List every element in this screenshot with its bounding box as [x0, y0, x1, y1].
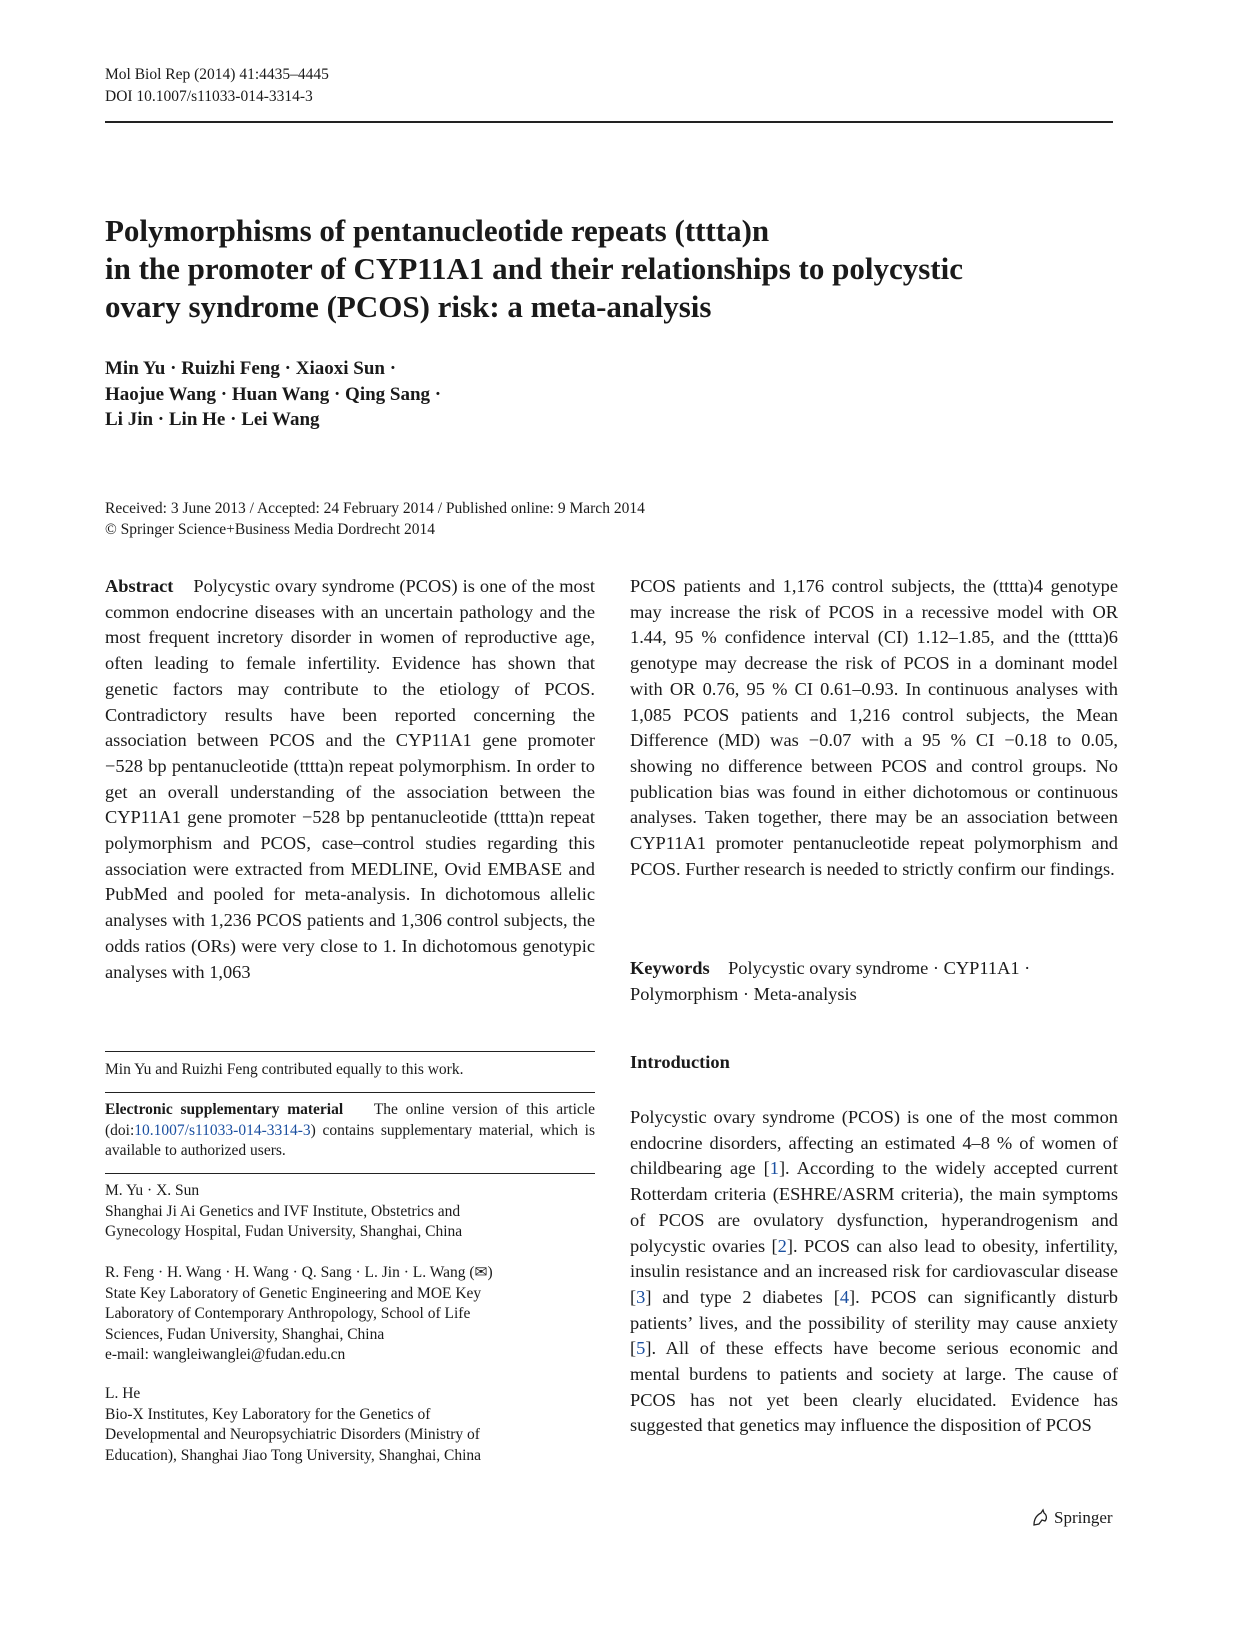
journal-header — [105, 64, 329, 108]
affiliation-line: Shanghai Ji Ai Genetics and IVF Institute, Obstetrics and — [105, 1202, 461, 1220]
authors-line-3: Li Jin · Lin He · Lei Wang — [105, 409, 320, 430]
abstract-text-left: Polycystic ovary syndrome (PCOS) is one of the most common endocrine diseases with an uncertain pathology and the most frequent incretory disorder in women of reproductive age, often leading to female infertility. Evidence has shown that genetic factors may contribute to the etiology of PCOS. Contradictory results have been reported concerning the association between PCOS and the CYP11A1 gene promoter −528 bp pentanucleotide (tttta)n repeat polymorphism. In order to get an overall understanding of the association between the CYP11A1 gene promoter −528 bp pentanucleotide (tttta)n repeat polymorphism and PCOS, case–control studies regarding this association were extracted from MEDLINE, Ovid EMBASE and PubMed and pooled for meta-analysis. In dichotomous allelic analyses with 1,236 PCOS patients and 1,306 control subjects, the odds ratios (ORs) were very close to 1. In dichotomous genotypic analyses with 1,063 — [105, 576, 595, 982]
springer-horse-icon — [1030, 1508, 1050, 1528]
author-list — [105, 356, 441, 433]
esm-doi-link[interactable]: 10.1007/s11033-014-3314-3 — [134, 1121, 311, 1139]
title-line-2: in the promoter of CYP11A1 and their relationships to polycystic — [105, 251, 963, 286]
intro-text: ] and type 2 diabetes [ — [645, 1286, 840, 1307]
title-line-1: Polymorphisms of pentanucleotide repeats (tttta)n — [105, 213, 770, 248]
affiliation-names: R. Feng · H. Wang · H. Wang · Q. Sang · L. Jin · L. Wang (✉) — [105, 1264, 493, 1281]
intro-text: ]. PCOS can also lead to obesity, infertility, insulin resistance and an increased risk for cardiovascular disease [ — [630, 1235, 1118, 1307]
history-dates: Received: 3 June 2013 / Accepted: 24 February 2014 / Published online: 9 March 2014 — [105, 500, 645, 517]
affiliation-line: Laboratory of Contemporary Anthropology, School of Life — [105, 1305, 471, 1322]
intro-text: ]. PCOS can significantly disturb patients’ lives, and the possibility of sterility may cause anxiety [ — [630, 1286, 1118, 1359]
affiliation-line: Sciences, Fudan University, Shanghai, China — [105, 1325, 385, 1343]
affiliation-names: L. He — [105, 1385, 141, 1402]
journal-doi: DOI 10.1007/s11033-014-3314-3 — [105, 88, 313, 105]
esm-text-b: ) contains supplementary material, which is available to authorized users. — [105, 1121, 595, 1159]
corresponding-email: e-mail: wangleiwanglei@fudan.edu.cn — [105, 1346, 346, 1363]
affiliation-line: Gynecology Hospital, Fudan University, Shanghai, China — [105, 1223, 463, 1240]
keywords-text: Polycystic ovary syndrome · CYP11A1 · Polymorphism · Meta-analysis — [630, 958, 1031, 1004]
citation-link[interactable]: 5 — [636, 1338, 646, 1359]
supplementary-note — [105, 1100, 595, 1162]
footnote-rule — [105, 1092, 595, 1093]
esm-text-a: The online version of this article (doi: — [105, 1101, 595, 1139]
affiliation-names: M. Yu · X. Sun — [105, 1182, 200, 1199]
citation-link[interactable]: 4 — [839, 1286, 850, 1307]
citation-link[interactable]: 1 — [769, 1158, 779, 1179]
header-rule — [105, 121, 1113, 123]
affiliation-line: Bio-X Institutes, Key Laboratory for the Genetics of — [105, 1405, 431, 1423]
footnote-rule — [105, 1173, 595, 1174]
intro-text: ]. According to the widely accepted current Rotterdam criteria (ESHRE/ASRM criteria), the main symptoms of PCOS are ovulatory dysfunction, hyperandrogenism and polycystic ovaries [ — [630, 1158, 1118, 1256]
publisher-logo — [1030, 1508, 1113, 1528]
affiliation-line: State Key Laboratory of Genetic Engineering and MOE Key — [105, 1284, 482, 1302]
abstract-text-right: PCOS patients and 1,176 control subjects, the (tttta)4 genotype may increase the risk of PCOS in a recessive model with OR 1.44, 95 % confidence interval (CI) 1.12–1.85, and the (tttta)6 genotype may decrease the risk of PCOS in a dominant model with OR 0.76, 95 % CI 0.61–0.93. In continuous analyses with 1,085 PCOS patients and 1,216 control subjects, the Mean Difference (MD) was −0.07 with a 95 % CI −0.18 to 0.05, showing no difference between PCOS and control groups. No publication bias was found in either dichotomous or continuous analyses. Taken together, there may be an association between CYP11A1 promoter pentanucleotide repeat polymorphism and PCOS. Further research is needed to strictly confirm our findings. — [630, 576, 1118, 879]
citation-link[interactable]: 2 — [777, 1235, 787, 1256]
journal-citation: Mol Biol Rep (2014) 41:4435–4445 — [105, 66, 329, 83]
copyright-line: © Springer Science+Business Media Dordrecht 2014 — [105, 521, 436, 538]
contribution-note: Min Yu and Ruizhi Feng contributed equally to this work. — [105, 1061, 464, 1078]
article-title — [105, 212, 1115, 326]
introduction-heading: Introduction — [630, 1052, 730, 1072]
abstract-right-column — [630, 574, 1118, 882]
article-history — [105, 498, 645, 540]
authors-line-1: Min Yu · Ruizhi Feng · Xiaoxi Sun · — [105, 358, 397, 379]
keywords-block — [630, 956, 1118, 1007]
introduction-text — [630, 1105, 1118, 1439]
citation-link[interactable]: 3 — [636, 1286, 646, 1307]
intro-text: Polycystic ovary syndrome (PCOS) is one of the most common endocrine disorders, affecting an estimated 4–8 % of women of childbearing age [ — [630, 1107, 1118, 1179]
title-line-3: ovary syndrome (PCOS) risk: a meta-analysis — [105, 289, 712, 324]
keywords-label: Keywords — [630, 958, 710, 978]
authors-line-2: Haojue Wang · Huan Wang · Qing Sang · — [105, 383, 442, 405]
publisher-name: Springer — [1054, 1508, 1113, 1527]
intro-text: ]. All of these effects have become serious economic and mental burdens to patients and society at large. The cause of PCOS has not yet been clearly elucidated. Evidence has suggested that genetics may influence the disposition of PCOS — [630, 1338, 1118, 1436]
affiliation-1 — [105, 1181, 595, 1243]
abstract-label: Abstract — [105, 576, 174, 596]
abstract-left-column — [105, 574, 595, 985]
footnote-rule — [105, 1051, 595, 1052]
affiliation-3 — [105, 1384, 595, 1466]
esm-label: Electronic supplementary material — [105, 1101, 344, 1118]
affiliation-line: Developmental and Neuropsychiatric Disorders (Ministry of — [105, 1426, 480, 1443]
affiliation-2 — [105, 1263, 595, 1366]
affiliation-line: Education), Shanghai Jiao Tong University, Shanghai, China — [105, 1446, 482, 1464]
